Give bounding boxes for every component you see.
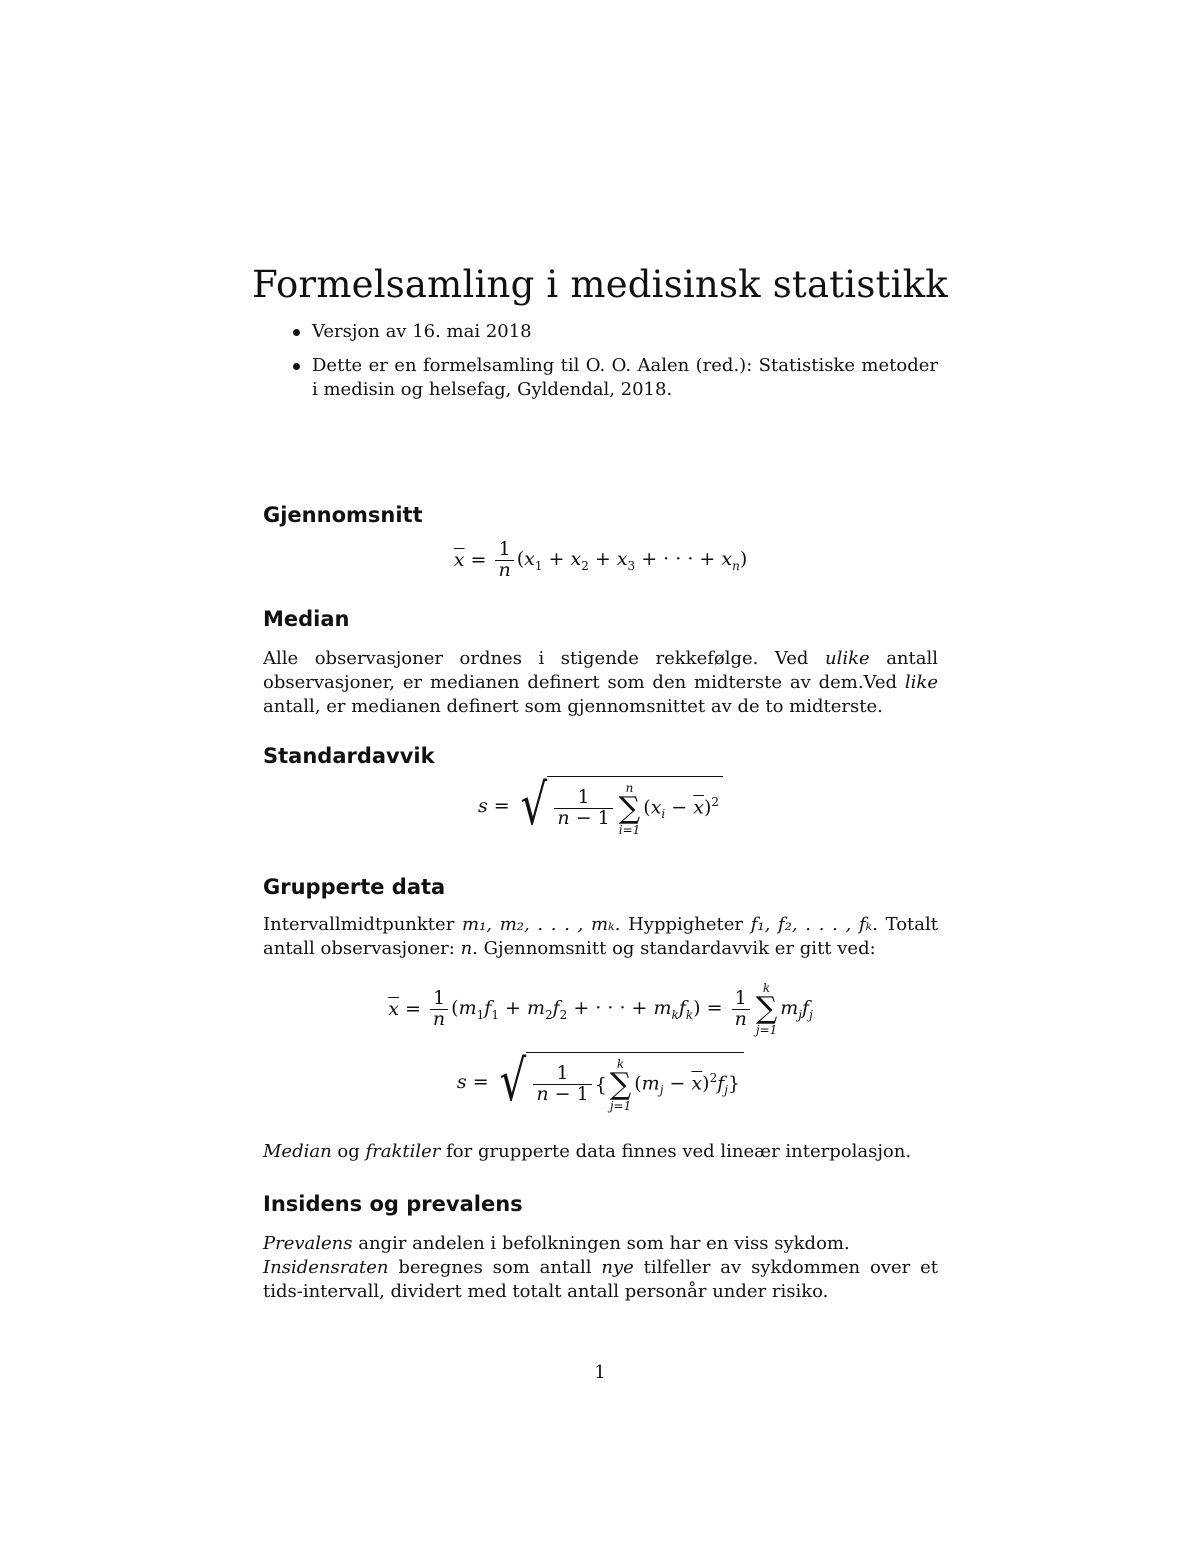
document-title: Formelsamling i medisinsk statistikk: [252, 262, 948, 306]
section-heading: Median: [263, 607, 350, 631]
section-heading: Standardavvik: [263, 744, 435, 768]
section-heading: Grupperte data: [263, 875, 446, 899]
prevalens-text: Prevalens angir andelen i befolkningen som har en viss sykdom.: [263, 1233, 850, 1254]
intro-list: [290, 320, 938, 412]
sd-formula: s = √ $\frac{1}{n - 1}$ n ∑ i=1 $(x_i - \overline{x})^2$: [263, 776, 938, 836]
intro-item: Versjon av 16. mai 2018: [290, 320, 938, 344]
mean-formula: $\overline{x}$ = $\frac{1}{n}$ ($x_1 + x_2 + x_3$ + · · · + $x_n$): [453, 538, 748, 581]
section-heading: Gjennomsnitt: [263, 503, 423, 527]
median-text: Alle observasjoner ordnes i stigende rekkefølge. Ved ulike antall observasjoner, er medianen definert som den midterste av dem.Ved like antall, er medianen definert som gjennomsnittet av de to midterste.: [263, 648, 938, 717]
bullet-icon: [293, 329, 300, 336]
insidens-text: Insidensraten beregnes som antall nye tilfeller av sykdommen over et tids-intervall, dividert med totalt antall personår under risiko.: [263, 1257, 938, 1302]
page-number: 1: [594, 1362, 606, 1383]
intro-item: Dette er en formelsamling til O. O. Aalen (red.): Statistiske metoder i medisin og helsefag, Gyldendal, 2018.: [290, 354, 938, 402]
grupperte-text: Intervallmidtpunkter m₁, m₂, . . . , mₖ. Hyppigheter f₁, f₂, . . . , fₖ. Totalt antall observasjoner: n. Gjennomsnitt og standardavvik er gitt ved:: [263, 914, 939, 959]
bullet-icon: [293, 363, 300, 370]
grupperte-note: Median og fraktiler for grupperte data finnes ved lineær interpolasjon.: [263, 1141, 912, 1162]
section-gjennomsnitt: [263, 503, 938, 527]
grouped-mean-formula: $\overline{x}$ = $\frac{1}{n}$ ($m_1f_1 + m_2f_2$ + · · · + $m_kf_k$) = $\frac{1}{n}$ k ∑ j=1 $m_jf_j$: [388, 981, 813, 1037]
section-insidens-prevalens: [263, 1192, 938, 1304]
section-standardavvik: [263, 744, 938, 768]
section-heading: Insidens og prevalens: [263, 1192, 523, 1216]
grouped-sd-formula: s = √ $\frac{1}{n - 1}$ { k ∑ j=1 $(m_j - \overline{x})^2f_j$}: [263, 1052, 938, 1112]
section-grupperte-data: [263, 875, 938, 961]
section-median: [263, 607, 938, 719]
